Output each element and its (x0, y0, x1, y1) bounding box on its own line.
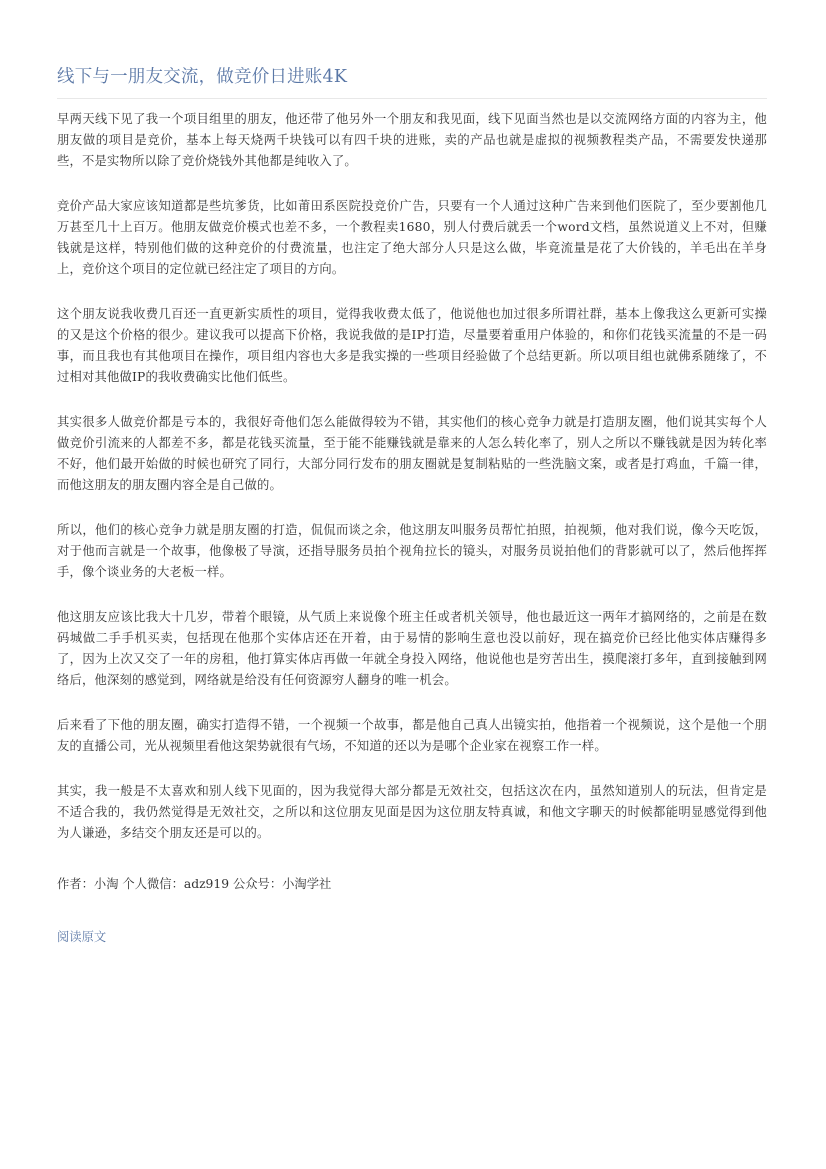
article-paragraph: 其实很多人做竞价都是亏本的，我很好奇他们怎么能做得较为不错，其实他们的核心竞争力就是打造朋友圈，他们说其实每个人做竞价引流来的人都差不多，都是花钱买流量，至于能不能赚钱就是靠来的人怎么转化率了，别人之所以不赚钱就是因为转化率不好，他们最开始做的时候也研究了同行，大部分同行发布的朋友圈就是复制粘贴的一些洗脑文案，或者是打鸡血，千篇一律，而他这朋友的朋友圈内容全是自己做的。 (57, 415, 767, 492)
title-divider (57, 98, 767, 99)
article-paragraph: 后来看了下他的朋友圈，确实打造得不错，一个视频一个故事，都是他自己真人出镜实拍，他指着一个视频说，这个是他一个朋友的直播公司，光从视频里看他这架势就很有气场，不知道的还以为是哪个企业家在视察工作一样。 (57, 718, 767, 753)
article-paragraph: 其实，我一般是不太喜欢和别人线下见面的，因为我觉得大部分都是无效社交，包括这次在内，虽然知道别人的玩法，但肯定是不适合我的，我仍然觉得是无效社交，之所以和这位朋友见面是因为这位朋友特真诚，和他文字聊天的时候都能明显感觉得到他为人谦逊，多结交个朋友还是可以的。 (57, 784, 767, 840)
article-paragraph: 这个朋友说我收费几百还一直更新实质性的项目，觉得我收费太低了，他说他也加过很多所谓社群，基本上像我这么更新可实操的又是这个价格的很少。建议我可以提高下价格，我说我做的是IP打造，尽量要着重用户体验的，和你们花钱买流量的不是一码事，而且我也有其他项目在操作，项目组内容也大多是我实操的一些项目经验做了个总结更新。所以项目组也就佛系随缘了，不过相对其他做IP的我收费确实比他们低些。 (57, 307, 767, 384)
article-title: 线下与一朋友交流，做竞价日进账4K (57, 67, 348, 87)
article-container (57, 0, 767, 944)
article-paragraph: 早两天线下见了我一个项目组里的朋友，他还带了他另外一个朋友和我见面，线下见面当然也是以交流网络方面的内容为主，他朋友做的项目是竞价，基本上每天烧两千块钱可以有四千块的进账，卖的产品也就是虚拟的视频教程类产品，不需要发快递那些，不是实物所以除了竞价烧钱外其他都是纯收入了。 (57, 112, 767, 168)
read-original-link[interactable]: 阅读原文 (57, 930, 107, 944)
author-line: 作者：小淘 个人微信：adz919 公众号：小淘学社 (57, 877, 332, 891)
article-paragraph: 所以，他们的核心竞争力就是朋友圈的打造，侃侃而谈之余，他这朋友叫服务员帮忙拍照，拍视频，他对我们说，像今天吃饭，对于他而言就是一个故事，他像极了导演，还指导服务员拍个视角拉长的镜头，对服务员说拍他们的背影就可以了，然后他挥挥手，像个谈业务的大老板一样。 (57, 523, 767, 579)
article-paragraph: 竞价产品大家应该知道都是些坑爹货，比如莆田系医院投竞价广告，只要有一个人通过这种广告来到他们医院了，至少要割他几万甚至几十上百万。他朋友做竞价模式也差不多，一个教程卖1680，别人付费后就丢一个word文档，虽然说道义上不对，但赚钱就是这样，特别他们做的这种竞价的付费流量，也注定了绝大部分人只是这么做，毕竟流量是花了大价钱的，羊毛出在羊身上，竞价这个项目的定位就已经注定了项目的方向。 (57, 199, 767, 276)
article-paragraph: 他这朋友应该比我大十几岁，带着个眼镜，从气质上来说像个班主任或者机关领导，他也最近这一两年才搞网络的，之前是在数码城做二手手机买卖，包括现在他那个实体店还在开着，由于易情的影响生意也没以前好，现在搞竞价已经比他实体店赚得多了，因为上次又交了一年的房租，他打算实体店再做一年就全身投入网络，他说他也是穷苦出生，摸爬滚打多年，直到接触到网络后，他深刻的感觉到，网络就是给没有任何资源穷人翻身的唯一机会。 (57, 610, 767, 687)
